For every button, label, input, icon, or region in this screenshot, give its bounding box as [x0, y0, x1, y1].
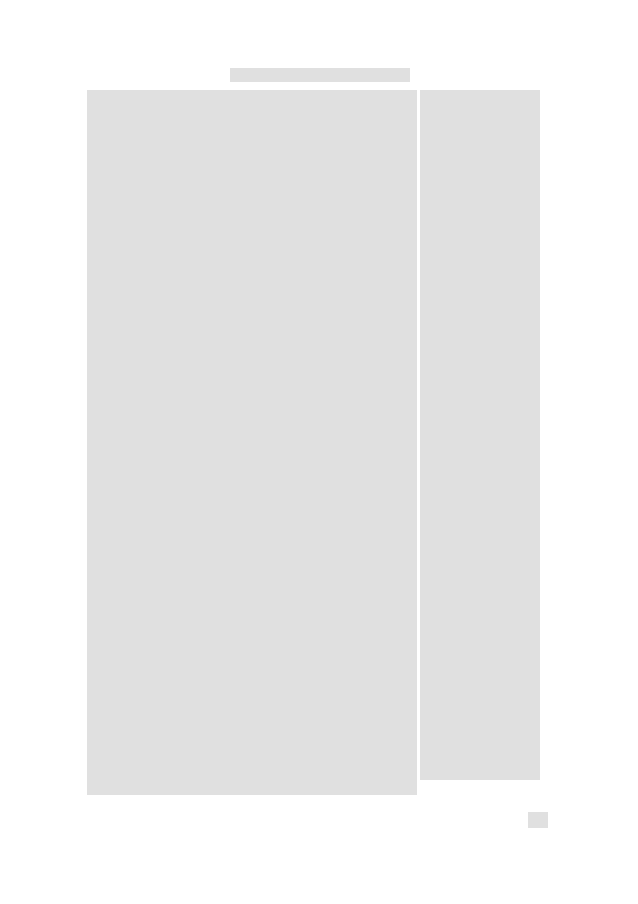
graph-column — [420, 90, 540, 780]
page-number — [528, 812, 548, 828]
text-column — [87, 90, 417, 795]
page-header — [230, 68, 410, 82]
